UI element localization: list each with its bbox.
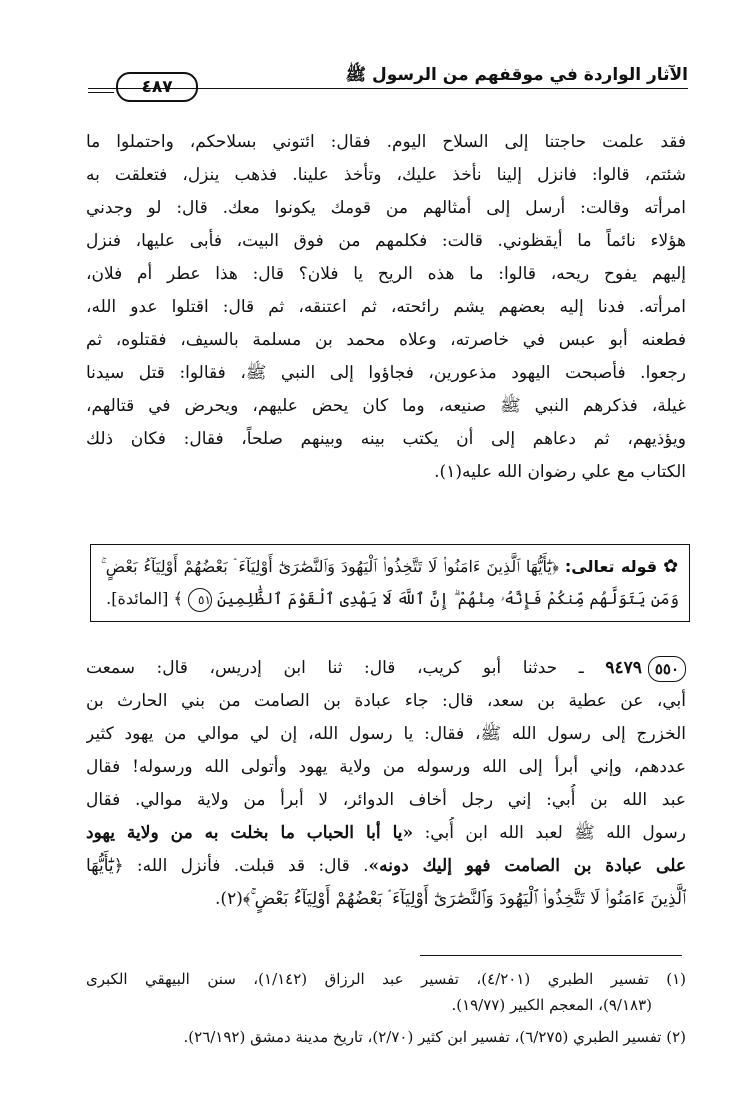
- hadith-number: ٩٤٧٩: [605, 658, 642, 678]
- page-header: [88, 58, 688, 97]
- text-line: الخزرج إلى رسول الله ﷺ، فقال: يا رسول الله، إن لي موالي من يهود كثير: [86, 724, 686, 744]
- verse-text-line2: وَمَن يَتَوَلَّهُم مِّنكُمْ فَإِنَّهُۥ مِنْهُمْ ۗ إِنَّ ٱللَّهَ لَا يَهْدِى ٱلْقَوْمَ ٱلظَّٰلِمِينَ: [217, 589, 679, 608]
- text-line: فقد علمت حاجتنا إلى السلاح اليوم. فقال: ائتوني بسلاحكم، واحتملوا ما: [86, 132, 686, 152]
- ornament-star-icon: ✿: [663, 556, 679, 577]
- text-span: رسول الله ﷺ لعبد الله ابن أُبي:: [413, 823, 686, 843]
- ayah-number: ٥١: [188, 588, 212, 612]
- footnote-1: (١) تفسير الطبري (٤/٢٠١)، تفسير عبد الرزاق (١/١٤٢)، سنن البيهقي الكبرى: [86, 970, 686, 988]
- text-span: . قال: قد قبلت. فأنزل الله: ﴿يَٰٓأَيُّهَا: [86, 856, 369, 876]
- running-title: الآثار الواردة في موقفهم من الرسول ﷺ: [345, 65, 688, 85]
- text-line: هؤلاء نائماً ما أيقظوني. قالت: فكلمهم من فوق البيت، فأبى عليها، فنزل: [86, 231, 686, 251]
- text-line: ويؤذيهم، ثم دعاهم إلى أن يكتب بينه وبينهم صلحاً، فقال: فكان ذلك: [86, 429, 686, 449]
- text-line: إليهم يفوح ريحه، قالوا: ما هذه الريح يا فلان؟ قال: هذا عطر أم فلان،: [86, 264, 686, 284]
- text-line: غيلة، فذكرهم النبي ﷺ صنيعه، وما كان يحض عليهم، ويحرض في قتالهم،: [86, 396, 686, 416]
- hadith-first-line: ـ حدثنا أبو كريب، قال: ثنا ابن إدريس، قال: سمعت: [86, 658, 584, 678]
- surah-name: ﴾ [المائدة].: [106, 589, 183, 608]
- text-line: شئتم، قالوا: فانزل إلينا نأخذ عليك، وتأخذ علينا. فذهب ينزل، فتعلقت به: [86, 165, 686, 185]
- footnotes: [86, 966, 686, 1050]
- text-line: امرأته. فدنا إليه بعضهم يشم رائحته، ثم اعتنقه، ثم قال: اقتلوا عدو الله،: [86, 297, 686, 317]
- verse-box: [90, 544, 690, 622]
- prophetic-quote: «يا أبا الحباب ما بخلت به من ولاية يهود: [86, 823, 414, 843]
- text-line: رجعوا. فأصبحت اليهود مذعورين، فجاؤوا إلى النبي ﷺ، فقالوا: قتل سيدنا: [86, 363, 686, 383]
- page-number: ٤٨٧: [116, 72, 198, 102]
- text-line: امرأته وقالت: أرسل إلى أمثالهم من قومك يكونوا معك. قال: لو وجدني: [86, 198, 686, 218]
- text-line: عبد الله بن أُبي: إني رجل أخاف الدوائر، لا أبرأ من ولاية موالي. فقال: [86, 790, 686, 810]
- text-line: ٱلَّذِينَ ءَامَنُوا۟ لَا تَتَّخِذُوا۟ ٱلْيَهُودَ وَٱلنَّصَٰرَىٰٓ أَوْلِيَآءَ ۘ بَعْضُهُمْ أَوْلِيَآءُ بَعْضٍ ۚ﴾(٢).: [215, 889, 686, 909]
- main-paragraph: [86, 126, 686, 489]
- text-line: فطعنه أبو عبس في خاصرته، وعلاه محمد بن مسلمة بالسيف، فقتلوه، ثم: [86, 330, 686, 350]
- header-rule: [88, 88, 688, 89]
- hadith-block: [86, 652, 686, 916]
- verse-text-line1: ﴿يَٰٓأَيُّهَا ٱلَّذِينَ ءَامَنُوا۟ لَا تَتَّخِذُوا۟ ٱلْيَهُودَ وَٱلنَّصَٰرَىٰٓ أَوْلِيَآءَ ۘ بَعْضُهُمْ أَوْلِيَآءُ بَعْضٍ ۚ: [101, 557, 559, 576]
- footnote-separator: [420, 955, 682, 956]
- text-line: عددهم، وإني أبرأ إلى الله ورسوله من ولاية يهود وأتولى الله ورسوله! فقال: [86, 757, 686, 777]
- header-rule-secondary: [88, 92, 114, 93]
- footnote-2: (٢) تفسير الطبري (٦/٢٧٥)، تفسير ابن كثير (٢/٧٠)، تاريخ مدينة دمشق (٢٦/١٩٢).: [183, 1028, 686, 1046]
- text-line: أبي، عن عطية بن سعد، قال: جاء عبادة بن الصامت من بني الحارث بن: [86, 691, 686, 711]
- verse-lead: قوله تعالى:: [564, 557, 658, 576]
- footnote-1-cont: (٩/١٨٣)، المعجم الكبير (١٩/٧٧).: [451, 996, 652, 1014]
- prophetic-quote-cont: على عبادة بن الصامت فهو إليك دونه»: [368, 856, 686, 876]
- text-line: الكتاب مع علي رضوان الله عليه(١).: [434, 462, 686, 482]
- hadith-badge: ٥٥٠: [648, 656, 686, 682]
